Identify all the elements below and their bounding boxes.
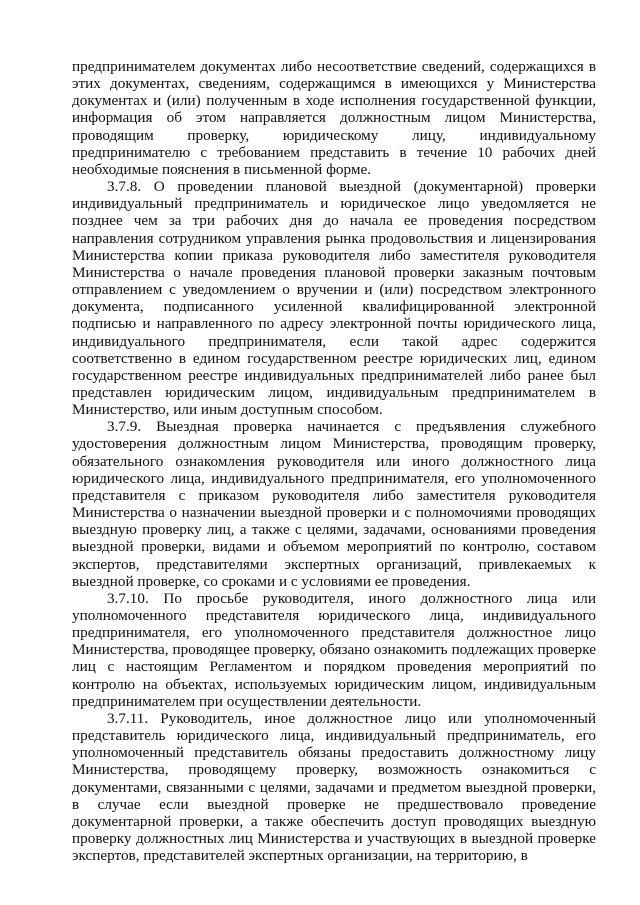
paragraph-3-7-10: 3.7.10. По просьбе руководителя, иного должностного лица или уполномоченного представителя юридического лица, индивидуального предпринимателя, его уполномоченного представителя должностное лицо Министерства, проводящее проверку, обязано ознакомить подлежащих проверке лиц с настоящим Регламентом и порядком проведения мероприятий по контролю на объектах, используемых юридическим лицом, индивидуальным предпринимателем при осуществлении деятельности. [72, 589, 596, 710]
paragraph-3-7-9: 3.7.9. Выездная проверка начинается с предъявления служебного удостоверения должностным лицом Министерства, проводящим проверку, обязательного ознакомления руководителя или иного должностного лица юридического лица, индивидуального предпринимателя, его уполномоченного представителя с приказом руководителя либо заместителя руководителя Министерства о назначении выездной проверки и с полномочиями проводящих выездную проверку лиц, а также с целями, задачами, основаниями проведения выездной проверки, видами и объемом мероприятий по контролю, составом экспертов, представителями экспертных организаций, привлекаемых к выездной проверке, со сроками и с условиями ее проведения. [72, 418, 596, 590]
paragraph-3-7-11: 3.7.11. Руководитель, иное должностное лицо или уполномоченный представитель юридического лица, индивидуальный предприниматель, его уполномоченный представитель обязаны предоставить должностному лицу Министерства, проводящему проверку, возможность ознакомиться с документами, связанными с целями, задачами и предметом выездной проверки, в случае если выездной проверке не предшествовало проведение документарной проверки, а также обеспечить доступ проводящих выездную проверку должностных лиц Министерства и участвующих в выездной проверке экспертов, представителей экспертных организации, на территорию, в [72, 709, 596, 865]
paragraph-3-7-8: 3.7.8. О проведении плановой выездной (документарной) проверки индивидуальный предприниматель и юридическое лицо уведомляется не позднее чем за три рабочих дня до начала ее проведения посредством направления сотрудником управления рынка продовольствия и лицензирования Министерства копии приказа руководителя либо заместителя руководителя Министерства о начале проведения плановой проверки заказным почтовым отправлением с уведомлением о вручении и (или) посредством электронного документа, подписанного усиленной квалифицированной электронной подписью и направленного по адресу электронной почты юридического лица, индивидуального предпринимателя, если такой адрес содержится соответственно в едином государственном реестре юридических лиц, едином государственном реестре индивидуальных предпринимателей либо ранее был представлен юридическим лицом, индивидуальным предпринимателем в Министерство, или иным доступным способом. [72, 178, 596, 419]
document-page [72, 58, 596, 864]
paragraph-continuation: предпринимателем документах либо несоответствие сведений, содержащихся в этих документах, сведениям, содержащимся в имеющихся у Министерства документах и (или) полученным в ходе исполнения государственной функции, информация об этом направляется должностным лицом Министерства, проводящим проверку, юридическому лицу, индивидуальному предпринимателю с требованием представить в течение 10 рабочих дней необходимые пояснения в письменной форме. [72, 58, 596, 178]
